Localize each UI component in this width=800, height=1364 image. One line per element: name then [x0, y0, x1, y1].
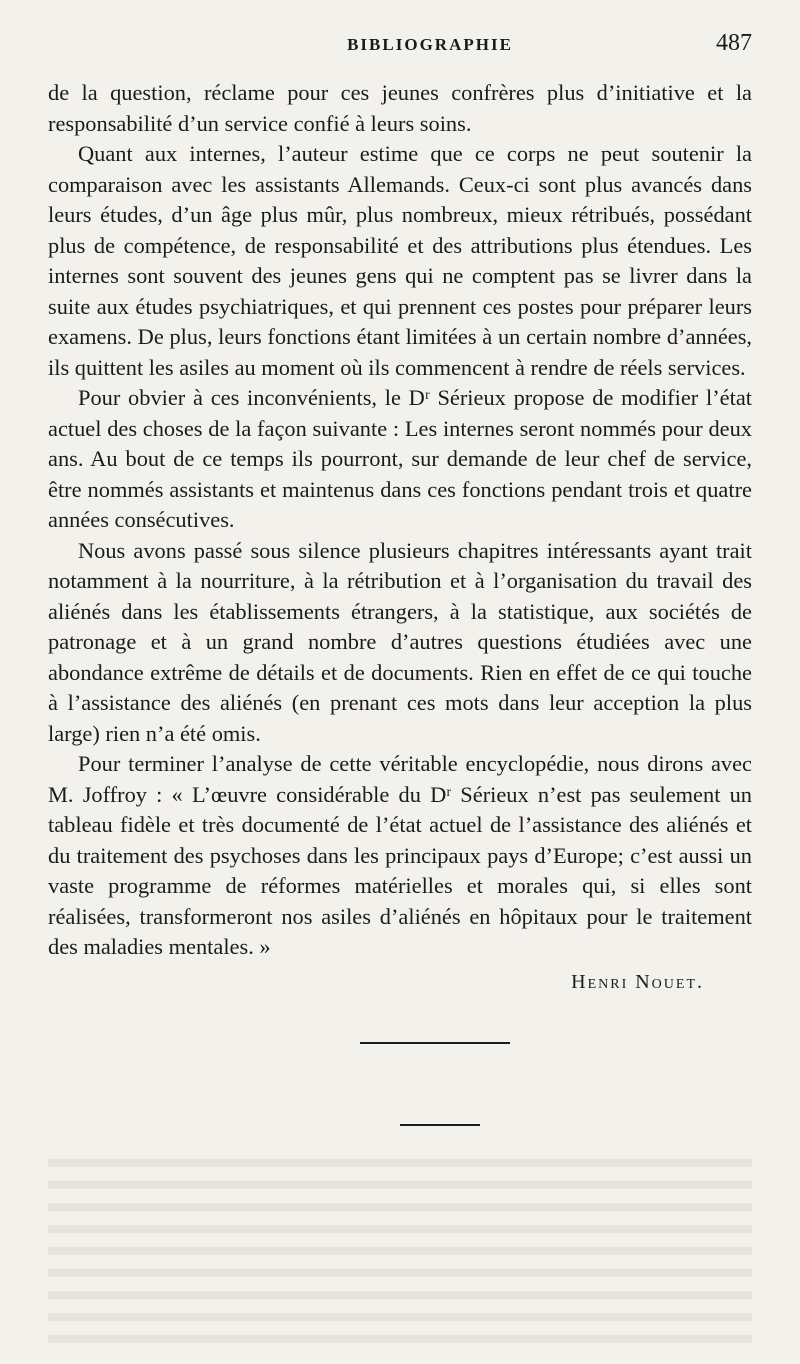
running-head: BIBLIOGRAPHIE: [347, 35, 513, 54]
author-signature: Henri Nouet.: [571, 970, 704, 993]
page-number: 487: [716, 30, 752, 56]
page-header: [48, 30, 752, 78]
paragraph: de la question, réclame pour ces jeunes confrères plus d’initiative et la responsabilité d’un service confié à leurs soins.: [48, 80, 752, 136]
paragraph: Nous avons passé sous silence plusieurs chapitres intéressants ayant trait notamment à la nourriture, à la rétribution et à l’organisation du travail des aliénés dans les établissements étrangers, à la statistique, aux sociétés de patronage et à un grand nombre d’autres questions étudiées avec une abondance extrême de détails et de documents. Rien en effet de ce qui touche à l’assistance des aliénés (en prenant ces mots dans leur acception la plus large) rien n’a été omis.: [48, 537, 752, 746]
bleed-through-texture: [48, 1145, 752, 1345]
section-divider-long: [360, 1042, 510, 1044]
paragraph: Pour terminer l’analyse de cette véritable encyclopédie, nous dirons avec M. Joffroy : « L’œuvre considérable du Dʳ Sérieux n’est pas seulement un tableau fidèle et très documenté de l’état actuel de l’assistance des aliénés et du traitement des psychoses dans les principaux pays d’Europe; c’est aussi un vaste programme de réformes matérielles et morales qui, si elles sont réalisées, transformeront nos asiles d’aliénés en hôpitaux pour le traitement des maladies mentales. »: [48, 751, 752, 959]
body-text: [48, 78, 752, 963]
paragraph: Quant aux internes, l’auteur estime que ce corps ne peut soutenir la comparaison avec les assistants Allemands. Ceux-ci sont plus avancés dans leurs études, d’un âge plus mûr, plus nombreux, mieux rétribués, possédant plus de compétence, de responsabilité et des attributions plus étendues. Les internes sont souvent des jeunes gens qui ne comptent pas se livrer dans la suite aux études psychiatriques, et qui prennent ces postes pour préparer leurs examens. De plus, leurs fonctions étant limitées à un certain nombre d’années, ils quittent les asiles au moment où ils commencent à rendre de réels services.: [48, 141, 752, 380]
paragraph: Pour obvier à ces inconvénients, le Dʳ Sérieux propose de modifier l’état actuel des choses de la façon suivante : Les internes seront nommés pour deux ans. Au bout de ce temps ils pourront, sur demande de leur chef de service, être nommés assistants et maintenus dans ces fonctions pendant trois et quatre années consécutives.: [48, 385, 752, 532]
section-divider-short: [400, 1124, 480, 1126]
